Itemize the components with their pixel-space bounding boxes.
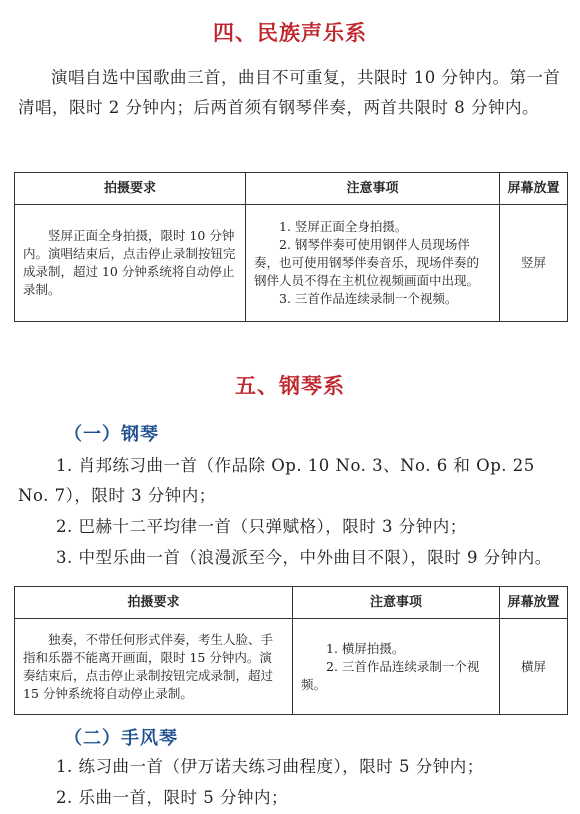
header-shooting: 拍摄要求: [15, 587, 293, 619]
cell-requirement: 独奏，不带任何形式伴奏，考生人脸、手指和乐器不能离开画面，限时 15 分钟内。演奏结束后，点击停止录制按钮完成录制，超过 15 分钟系统将自动停止录制。: [15, 619, 293, 715]
cell-notes: [293, 619, 500, 715]
header-notes: 注意事项: [293, 587, 500, 619]
accordion-item-2: 2. 乐曲一首，限时 5 分钟内；: [56, 788, 288, 807]
subsection-title-accordion: （二）手风琴: [64, 728, 178, 749]
note-item: 1. 竖屏正面全身拍摄。: [279, 219, 408, 234]
piano-item-3: 3. 中型乐曲一首（浪漫派至今，中外曲目不限），限时 9 分钟内。: [56, 548, 552, 567]
section-title-piano: 五、钢琴系: [235, 373, 345, 398]
note-item: 2. 三首作品连续录制一个视频。: [301, 658, 480, 692]
requirements-table-vocal: [14, 172, 568, 322]
header-screen: 屏幕放置: [500, 587, 568, 619]
header-notes: 注意事项: [246, 173, 500, 205]
piano-item-2: 2. 巴赫十二平均律一首（只弹赋格），限时 3 分钟内；: [56, 517, 467, 536]
note-item: 3. 三首作品连续录制一个视频。: [279, 291, 458, 306]
cell-screen: 竖屏: [500, 205, 568, 322]
header-shooting: 拍摄要求: [15, 173, 246, 205]
section-title-vocal: 四、民族声乐系: [213, 20, 367, 45]
accordion-item-1: 1. 练习曲一首（伊万诺夫练习曲程度），限时 5 分钟内；: [56, 757, 484, 776]
note-item: 1. 横屏拍摄。: [326, 640, 405, 656]
subsection-title-piano: （一）钢琴: [64, 424, 159, 445]
cell-notes: [246, 205, 500, 322]
piano-item-1: 1. 肖邦练习曲一首（作品除 Op. 10 No. 3、No. 6 和 Op. 25 No. 7），限时 3 分钟内；: [18, 456, 535, 505]
section-intro-vocal: 演唱自选中国歌曲三首，曲目不可重复，共限时 10 分钟内。第一首清唱，限时 2 分钟内；后两首须有钢琴伴奏，两首共限时 8 分钟内。: [18, 68, 561, 117]
cell-screen: 横屏: [500, 619, 568, 715]
cell-requirement: 竖屏正面全身拍摄，限时 10 分钟内。演唱结束后，点击停止录制按钮完成录制，超过 10 分钟系统将自动停止录制。: [15, 205, 246, 322]
requirements-table-piano: [14, 586, 568, 715]
note-item: 2. 钢琴伴奏可使用钢伴人员现场伴奏，也可使用钢琴伴奏音乐，现场伴奏的钢伴人员不得在主机位视频画面中出现。: [254, 237, 480, 288]
header-screen: 屏幕放置: [500, 173, 568, 205]
